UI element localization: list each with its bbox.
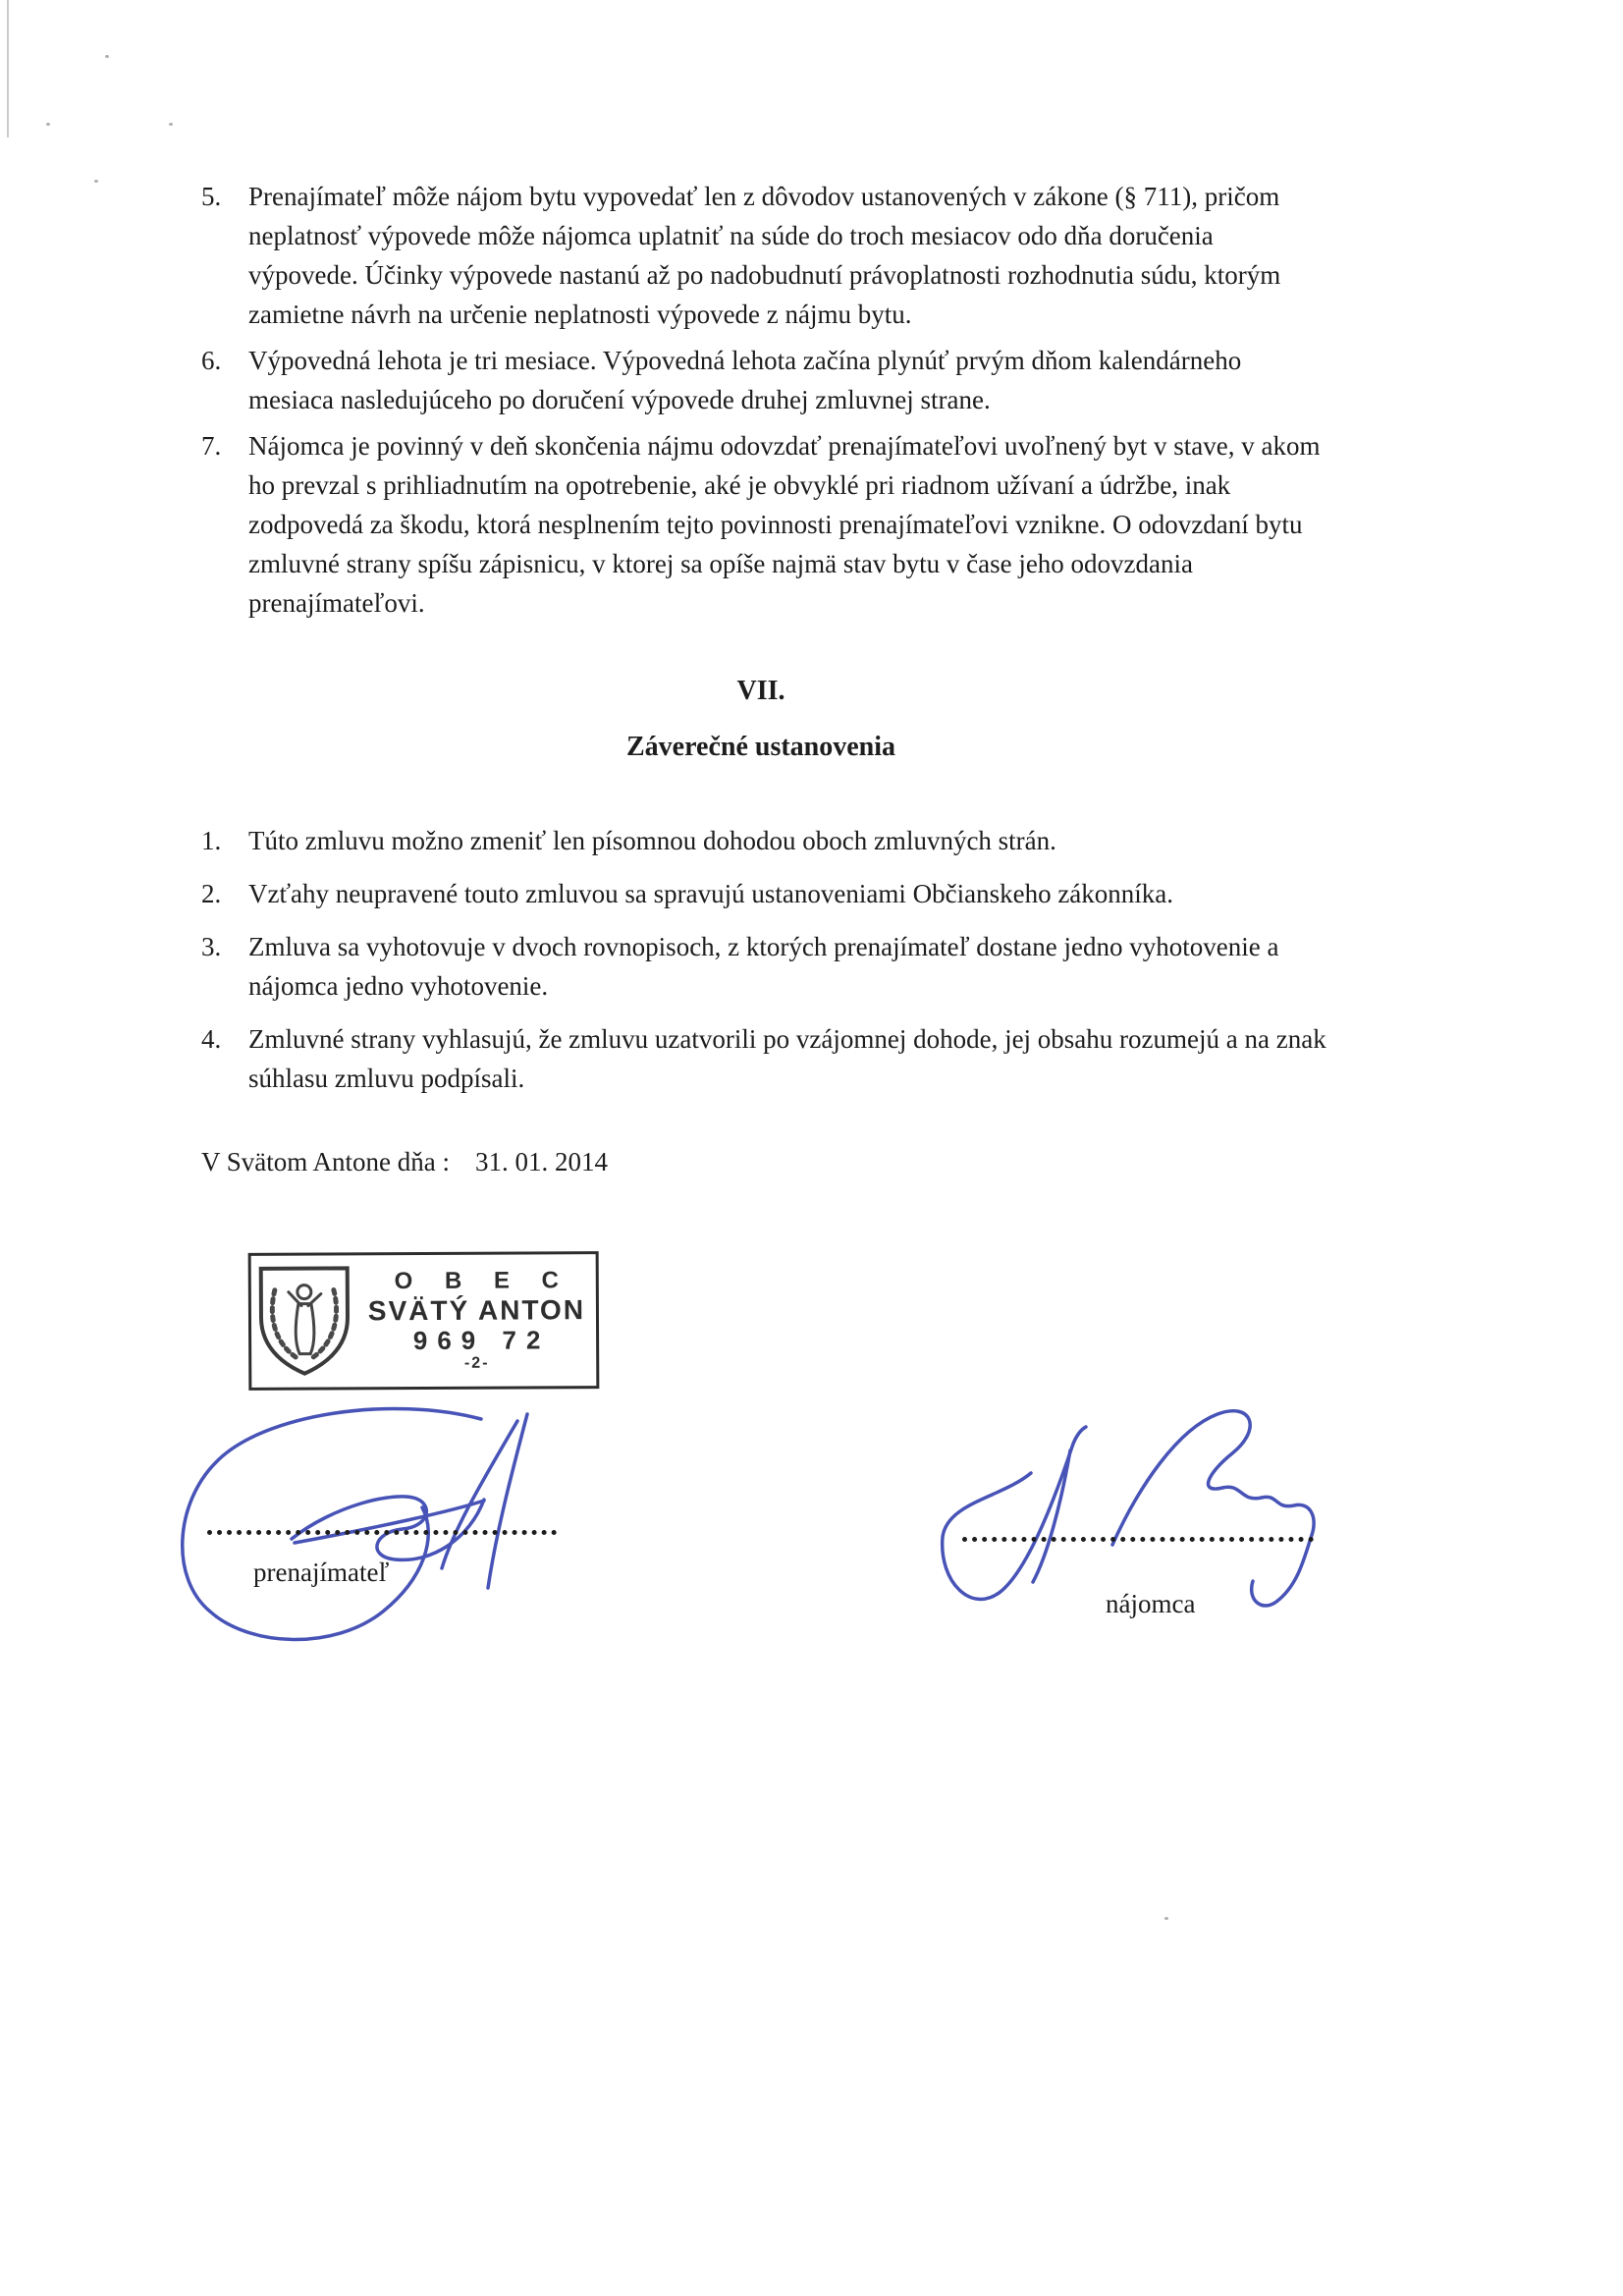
- clause-text: Zmluva sa vyhotovuje v dvoch rovnopisoch, z ktorých prenajímateľ dostane jedno vyhotovenie a nájomca jedno vyhotovenie.: [248, 932, 1279, 1001]
- scan-edge-artifact: [7, 0, 9, 137]
- final-clause-2: [201, 874, 1330, 913]
- scan-speck: [105, 55, 109, 58]
- clause-list-1-4: [201, 821, 1330, 1112]
- stamp-line-obec: O B E C: [394, 1267, 572, 1295]
- clause-5: [201, 177, 1321, 334]
- clause-text: Túto zmluvu možno zmeniť len písomnou dohodou oboch zmluvných strán.: [248, 826, 1056, 855]
- clause-number: 7.: [201, 431, 222, 461]
- section-title: Záverečné ustanovenia: [625, 732, 896, 762]
- final-clause-1: [201, 821, 1330, 860]
- clause-number: 3.: [201, 932, 222, 961]
- tenant-signature-ink: [913, 1390, 1365, 1665]
- scan-speck: [46, 123, 50, 126]
- clause-number: 6.: [201, 346, 222, 375]
- clause-number: 5.: [201, 182, 222, 211]
- clause-text: Prenajímateľ môže nájom bytu vypovedať len z dôvodov ustanovených v zákone (§ 711), pričom neplatnosť výpovede môže nájomca uplatniť na súde do troch mesiacov odo dňa doručenia výpovede. Účinky výpovede nastanú až po nadobudnutí právoplatnosti rozhodnutia súdu, ktorým zamietne návrh na určenie neplatnosti výpovede z nájmu bytu.: [248, 182, 1281, 329]
- clause-text: Vzťahy neupravené touto zmluvou sa spravujú ustanoveniami Občianskeho zákonníka.: [248, 879, 1174, 908]
- landlord-signature-label: prenajímateľ: [253, 1558, 390, 1587]
- clause-number: 1.: [201, 826, 222, 855]
- final-clause-4: [201, 1019, 1330, 1098]
- clause-6: [201, 341, 1321, 419]
- stamp-line-psc: 969 72: [412, 1324, 551, 1355]
- clause-7: [201, 426, 1321, 623]
- tenant-signature-label: nájomca: [1106, 1589, 1196, 1618]
- date-line: [201, 1147, 608, 1177]
- municipal-stamp: [248, 1251, 600, 1391]
- stamp-text-block: [357, 1268, 597, 1373]
- scan-speck: [169, 123, 173, 126]
- landlord-signature-line: [207, 1530, 557, 1535]
- clause-text: Zmluvné strany vyhlasujú, že zmluvu uzatvorili po vzájomnej dohode, jej obsahu rozumejú a na znak súhlasu zmluvu podpísali.: [248, 1024, 1326, 1093]
- clause-text: Výpovedná lehota je tri mesiace. Výpovedná lehota začína plynúť prvým dňom kalendárneho mesiaca nasledujúceho po doručení výpovede druhej zmluvnej strane.: [248, 346, 1242, 414]
- clause-text: Nájomca je povinný v deň skončenia nájmu odovzdať prenajímateľovi uvoľnený byt v stave, v akom ho prevzal s prihliadnutím na opotrebenie, aké je obvyklé pri riadnom užívaní a údržbe, inak zodpovedá za škodu, ktorá nesplnením tejto povinnosti prenajímateľovi vznikne. O odovzdaní bytu zmluvné strany spíšu zápisnicu, v ktorej sa opíše najmä stav bytu v čase jeho odovzdania prenajímateľovi.: [248, 431, 1321, 618]
- date-value: 31. 01. 2014: [475, 1147, 608, 1176]
- stamp-line-number: -2-: [463, 1354, 490, 1372]
- scan-speck: [1164, 1917, 1168, 1920]
- date-line-label: V Svätom Antone dňa :: [201, 1147, 450, 1176]
- clause-number: 2.: [201, 879, 222, 908]
- stamp-line-svaty-anton: SVÄTÝ ANTON: [367, 1294, 586, 1327]
- section-number: VII.: [736, 676, 785, 706]
- scan-speck: [94, 180, 98, 183]
- clause-list-5-7: [201, 177, 1321, 629]
- tenant-signature-line: [962, 1537, 1314, 1542]
- final-clause-3: [201, 927, 1330, 1006]
- coat-of-arms-icon: [251, 1262, 358, 1381]
- clause-number: 4.: [201, 1024, 222, 1054]
